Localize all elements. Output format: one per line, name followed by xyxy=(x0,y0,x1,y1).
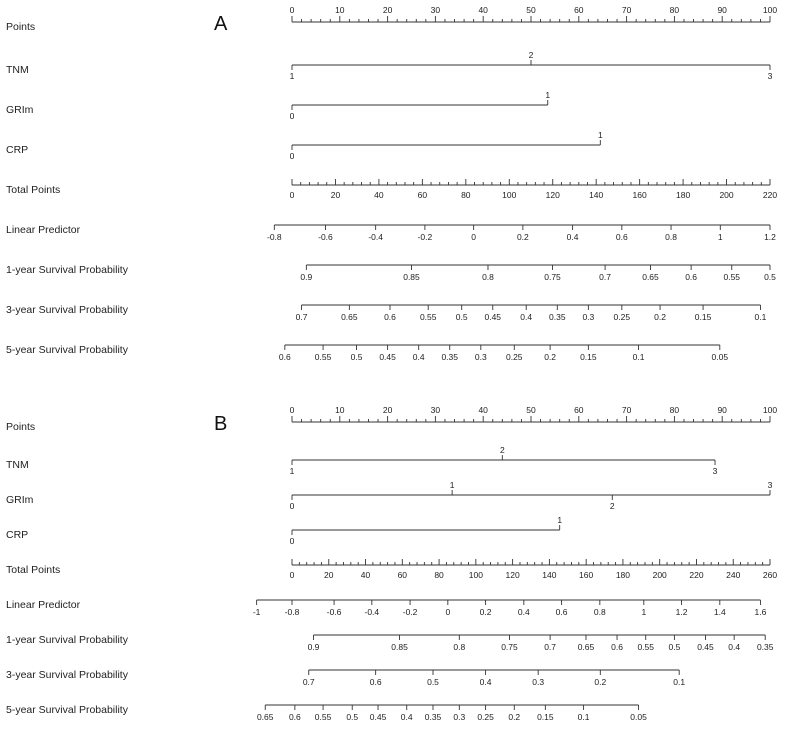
level-label: 1 xyxy=(289,466,295,476)
level-label: 1 xyxy=(597,130,603,140)
tick-label: 20 xyxy=(382,405,393,415)
tick-label: 80 xyxy=(434,570,444,580)
tick-label: 0.55 xyxy=(723,272,741,282)
tick-label: 60 xyxy=(574,405,584,415)
tick-label: 0.4 xyxy=(520,312,533,322)
tick-label: 70 xyxy=(621,405,632,415)
tick-label: 160 xyxy=(579,570,594,580)
tick-label: 240 xyxy=(726,570,741,580)
tick-label: -0.4 xyxy=(368,232,383,242)
tick-label: 0.4 xyxy=(412,352,425,362)
tick-label: 1.6 xyxy=(754,607,767,617)
level-label: 1 xyxy=(289,71,295,81)
tick-label: 0.6 xyxy=(288,712,301,722)
tick-label: 0.6 xyxy=(615,232,628,242)
tick-label: 50 xyxy=(526,5,536,15)
tick-label: 0.15 xyxy=(694,312,712,322)
tick-label: 0.1 xyxy=(632,352,645,362)
tick-label: 0.2 xyxy=(654,312,666,322)
tick-label: 0.05 xyxy=(630,712,647,722)
tick-label: 20 xyxy=(324,570,334,580)
tick-label: 0.5 xyxy=(455,312,468,322)
tick-label: 0.5 xyxy=(427,677,439,687)
tick-label: 0.85 xyxy=(403,272,420,282)
tick-label: 0.65 xyxy=(256,712,274,722)
tick-label: 0.3 xyxy=(453,712,466,722)
row-label-points: Points xyxy=(6,21,36,33)
tick-label: 0.2 xyxy=(594,677,607,687)
tick-label: 0.75 xyxy=(544,272,561,282)
tick-label: 40 xyxy=(374,190,384,200)
tick-label: 0.4 xyxy=(566,232,579,242)
row-label-3-year-survival-probability: 3-year Survival Probability xyxy=(6,669,128,681)
level-label: 1 xyxy=(557,515,563,525)
tick-label: 0.1 xyxy=(754,312,767,322)
tick-label: 0 xyxy=(289,5,295,15)
tick-label: 260 xyxy=(762,570,778,580)
tick-label: 40 xyxy=(478,405,488,415)
tick-label: 180 xyxy=(615,570,631,580)
tick-label: 0 xyxy=(471,232,477,242)
tick-label: 0.65 xyxy=(642,272,659,282)
tick-label: 0.4 xyxy=(728,642,741,652)
tick-label: 0.4 xyxy=(400,712,413,722)
row-label-crp: CRP xyxy=(6,144,29,156)
tick-label: 0.9 xyxy=(300,272,313,282)
tick-label: 0.5 xyxy=(764,272,776,282)
tick-label: 140 xyxy=(589,190,604,200)
tick-label: 0.75 xyxy=(501,642,518,652)
tick-label: 0.4 xyxy=(517,607,530,617)
tick-label: 0.8 xyxy=(665,232,677,242)
tick-label: 0.8 xyxy=(593,607,606,617)
tick-label: 0.9 xyxy=(307,642,320,652)
row-label-linear-predictor: Linear Predictor xyxy=(6,224,81,236)
level-label: 0 xyxy=(289,501,295,511)
tick-label: 0.7 xyxy=(599,272,612,282)
tick-label: 100 xyxy=(502,190,517,200)
level-label: 0 xyxy=(289,536,295,546)
row-label-total-points: Total Points xyxy=(6,184,61,196)
tick-label: 0.5 xyxy=(350,352,363,362)
tick-label: 0.15 xyxy=(537,712,554,722)
level-label: 3 xyxy=(712,466,718,476)
tick-label: 0.8 xyxy=(482,272,494,282)
row-label-linear-predictor: Linear Predictor xyxy=(6,599,81,611)
tick-label: 0.25 xyxy=(505,352,523,362)
tick-label: 100 xyxy=(762,5,778,15)
tick-label: 0.25 xyxy=(613,312,631,322)
tick-label: 0.35 xyxy=(424,712,442,722)
tick-label: 60 xyxy=(417,190,428,200)
tick-label: 0.3 xyxy=(474,352,487,362)
tick-label: -0.4 xyxy=(364,607,380,617)
tick-label: 0.6 xyxy=(685,272,698,282)
tick-label: 0.25 xyxy=(477,712,494,722)
tick-label: 0.2 xyxy=(508,712,521,722)
tick-label: 90 xyxy=(717,405,727,415)
tick-label: -0.8 xyxy=(284,607,300,617)
tick-label: 0.05 xyxy=(711,352,729,362)
tick-label: 1.4 xyxy=(713,607,726,617)
tick-label: 100 xyxy=(762,405,778,415)
tick-label: -0.2 xyxy=(402,607,418,617)
level-label: 3 xyxy=(767,71,773,81)
tick-label: 10 xyxy=(335,405,345,415)
tick-label: 0.6 xyxy=(278,352,291,362)
tick-label: 0.35 xyxy=(441,352,459,362)
tick-label: 0.55 xyxy=(314,352,332,362)
tick-label: 60 xyxy=(397,570,408,580)
tick-label: 20 xyxy=(330,190,341,200)
tick-label: 160 xyxy=(632,190,647,200)
tick-label: 120 xyxy=(505,570,520,580)
tick-label: 0.2 xyxy=(516,232,529,242)
tick-label: 90 xyxy=(717,5,727,15)
tick-label: 180 xyxy=(675,190,691,200)
tick-label: 0.7 xyxy=(302,677,315,687)
tick-label: 140 xyxy=(542,570,557,580)
level-label: 1 xyxy=(449,480,455,490)
tick-label: 70 xyxy=(621,5,632,15)
tick-label: 0.65 xyxy=(577,642,595,652)
tick-label: 0.2 xyxy=(479,607,492,617)
row-label-tnm: TNM xyxy=(6,459,29,471)
tick-label: 1 xyxy=(717,232,723,242)
tick-label: 0 xyxy=(289,190,295,200)
tick-label: 1 xyxy=(641,607,647,617)
tick-label: 0.5 xyxy=(346,712,359,722)
row-label-points: Points xyxy=(6,421,36,433)
tick-label: 0.8 xyxy=(453,642,466,652)
tick-label: 0.3 xyxy=(582,312,595,322)
panel-label: A xyxy=(214,13,228,35)
tick-label: 0.45 xyxy=(484,312,502,322)
level-label: 2 xyxy=(499,445,505,455)
row-label-5-year-survival-probability: 5-year Survival Probability xyxy=(6,704,128,716)
tick-label: 0.6 xyxy=(384,312,396,322)
row-label-total-points: Total Points xyxy=(6,564,61,576)
level-label: 2 xyxy=(528,50,534,60)
row-label-1-year-survival-probability: 1-year Survival Probability xyxy=(6,634,128,646)
tick-label: -0.8 xyxy=(266,232,282,242)
level-label: 2 xyxy=(609,501,615,511)
tick-label: 0.6 xyxy=(369,677,382,687)
tick-label: 0 xyxy=(289,570,295,580)
tick-label: 0 xyxy=(445,607,451,617)
row-label-grim: GRIm xyxy=(6,104,34,116)
tick-label: 0.45 xyxy=(697,642,714,652)
tick-label: 0.3 xyxy=(532,677,545,687)
panel-label: B xyxy=(214,413,228,435)
tick-label: -0.6 xyxy=(318,232,333,242)
level-label: 3 xyxy=(767,480,773,490)
tick-label: 200 xyxy=(652,570,667,580)
tick-label: 0.6 xyxy=(555,607,568,617)
row-label-crp: CRP xyxy=(6,529,29,541)
tick-label: 80 xyxy=(669,405,680,415)
tick-label: 0.2 xyxy=(544,352,557,362)
tick-label: 10 xyxy=(335,5,345,15)
tick-label: 220 xyxy=(689,570,704,580)
tick-label: 80 xyxy=(669,5,680,15)
tick-label: 0.15 xyxy=(580,352,597,362)
tick-label: 0.35 xyxy=(549,312,566,322)
tick-label: 60 xyxy=(574,5,584,15)
tick-label: 220 xyxy=(762,190,778,200)
level-label: 0 xyxy=(289,111,295,121)
tick-label: 30 xyxy=(430,5,441,15)
tick-label: 40 xyxy=(478,5,488,15)
tick-label: 0.35 xyxy=(756,642,774,652)
tick-label: -0.6 xyxy=(326,607,342,617)
tick-label: 0.1 xyxy=(577,712,590,722)
row-label-3-year-survival-probability: 3-year Survival Probability xyxy=(6,304,128,316)
tick-label: 80 xyxy=(461,190,471,200)
tick-label: 0.7 xyxy=(544,642,557,652)
tick-label: 100 xyxy=(468,570,483,580)
tick-label: 50 xyxy=(526,405,536,415)
tick-label: 0.4 xyxy=(479,677,492,687)
row-label-1-year-survival-probability: 1-year Survival Probability xyxy=(6,264,128,276)
tick-label: 1.2 xyxy=(764,232,776,242)
row-label-5-year-survival-probability: 5-year Survival Probability xyxy=(6,344,128,356)
tick-label: 0.55 xyxy=(419,312,437,322)
tick-label: 0.45 xyxy=(379,352,396,362)
tick-label: 0.5 xyxy=(668,642,681,652)
tick-label: 0 xyxy=(289,405,295,415)
tick-label: 0.7 xyxy=(295,312,308,322)
tick-label: 0.6 xyxy=(611,642,623,652)
row-label-grim: GRIm xyxy=(6,494,34,506)
tick-label: 20 xyxy=(382,5,393,15)
tick-label: 0.1 xyxy=(673,677,686,687)
tick-label: 0.65 xyxy=(341,312,358,322)
tick-label: 0.45 xyxy=(369,712,387,722)
tick-label: 1.2 xyxy=(675,607,688,617)
tick-label: 40 xyxy=(360,570,371,580)
tick-label: 0.55 xyxy=(637,642,654,652)
tick-label: 30 xyxy=(430,405,441,415)
tick-label: -1 xyxy=(252,607,261,617)
tick-label: 200 xyxy=(719,190,734,200)
level-label: 0 xyxy=(289,151,295,161)
tick-label: 120 xyxy=(545,190,560,200)
tick-label: 0.55 xyxy=(314,712,332,722)
tick-label: -0.2 xyxy=(417,232,433,242)
tick-label: 0.85 xyxy=(391,642,408,652)
row-label-tnm: TNM xyxy=(6,64,29,76)
level-label: 1 xyxy=(545,90,551,100)
